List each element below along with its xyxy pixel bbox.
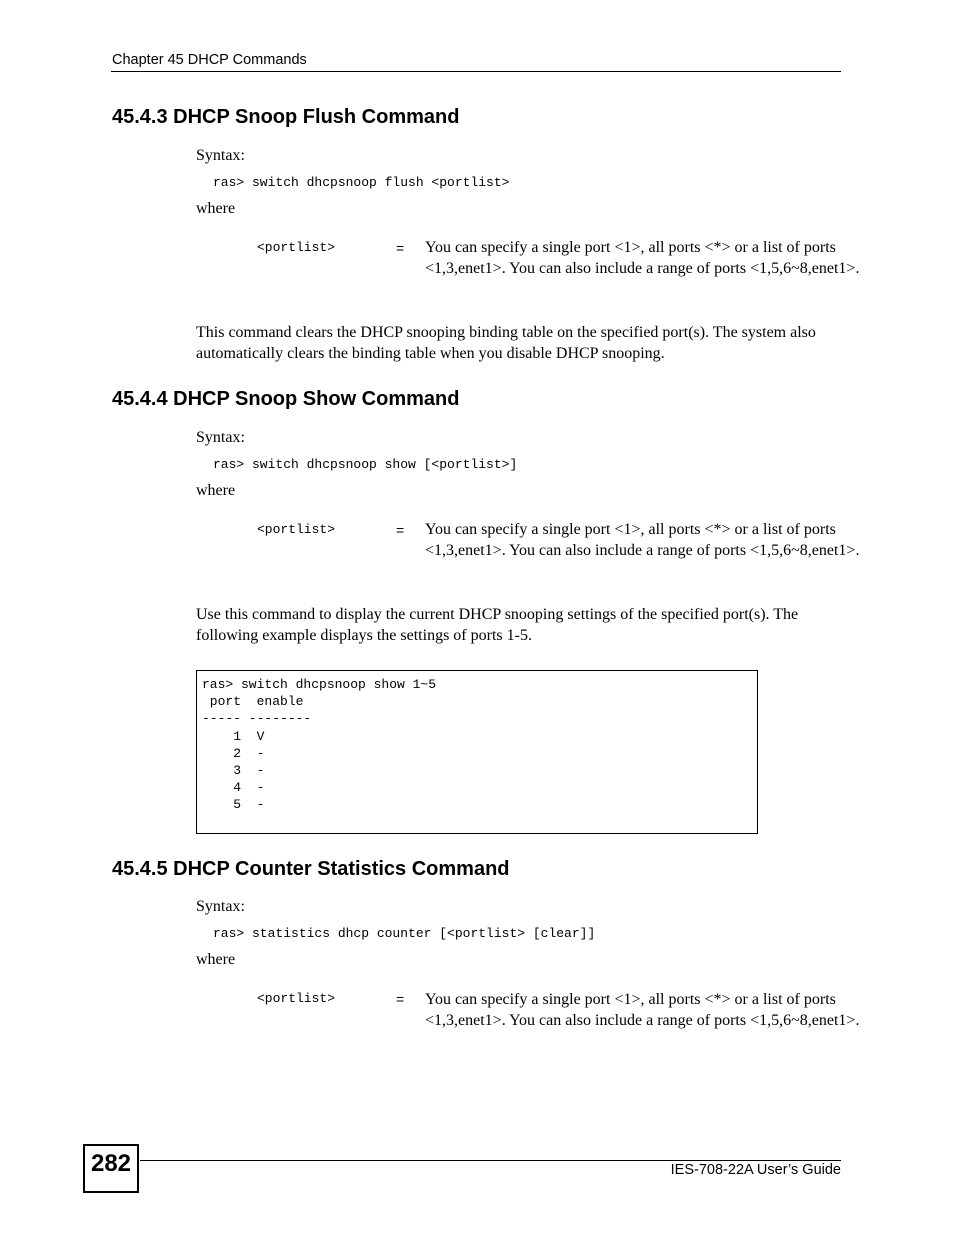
header-rule [111, 71, 841, 72]
param-description: You can specify a single port <1>, all ports <*> or a list of ports <1,3,enet1>. You can also include a range of ports <1,5,6~8,enet1>. [425, 239, 860, 277]
example-line: 3 - [202, 763, 265, 779]
example-line: ----- -------- [202, 711, 312, 727]
section-heading: 45.4.3 DHCP Snoop Flush Command [112, 106, 460, 128]
param-name: <portlist> [257, 991, 336, 1006]
equals-sign: = [396, 991, 405, 1007]
equals-sign: = [396, 522, 405, 538]
where-label: where [196, 200, 236, 217]
equals-sign: = [396, 240, 405, 256]
where-label: where [196, 951, 236, 968]
param-name: <portlist> [257, 522, 336, 537]
guide-title: IES-708-22A User’s Guide [670, 1162, 841, 1178]
example-line: 4 - [202, 780, 265, 796]
chapter-title: Chapter 45 DHCP Commands [112, 52, 307, 68]
syntax-label: Syntax: [196, 898, 245, 915]
example-output-box [196, 670, 758, 834]
section-body: This command clears the DHCP snooping binding table on the specified port(s). The system also automatically clears the binding table when you disable DHCP snooping. [196, 324, 816, 362]
where-label: where [196, 482, 236, 499]
example-line: 2 - [202, 745, 265, 761]
section-body: Use this command to display the current DHCP snooping settings of the specified port(s). The following example displays the settings of ports 1-5. [196, 606, 799, 644]
param-description: You can specify a single port <1>, all ports <*> or a list of ports <1,3,enet1>. You can also include a range of ports <1,5,6~8,enet1>. [425, 521, 860, 559]
param-description: You can specify a single port <1>, all ports <*> or a list of ports <1,3,enet1>. You can also include a range of ports <1,5,6~8,enet1>. [425, 991, 860, 1029]
syntax-code: ras> switch dhcpsnoop show [<portlist>] [213, 457, 518, 472]
section-heading: 45.4.5 DHCP Counter Statistics Command [112, 858, 510, 880]
example-line: port enable [202, 694, 304, 710]
page-number: 282 [90, 1150, 132, 1177]
example-line: 1 V [202, 728, 265, 744]
example-line: ras> switch dhcpsnoop show 1~5 [202, 677, 437, 692]
syntax-label: Syntax: [196, 147, 245, 164]
footer-rule [140, 1160, 841, 1161]
example-output [202, 676, 436, 814]
syntax-code: ras> statistics dhcp counter [<portlist> [clear]] [213, 926, 596, 941]
syntax-label: Syntax: [196, 429, 245, 446]
section-heading: 45.4.4 DHCP Snoop Show Command [112, 388, 460, 410]
param-name: <portlist> [257, 240, 336, 255]
syntax-code: ras> switch dhcpsnoop flush <portlist> [213, 175, 510, 190]
example-line: 5 - [202, 797, 265, 813]
